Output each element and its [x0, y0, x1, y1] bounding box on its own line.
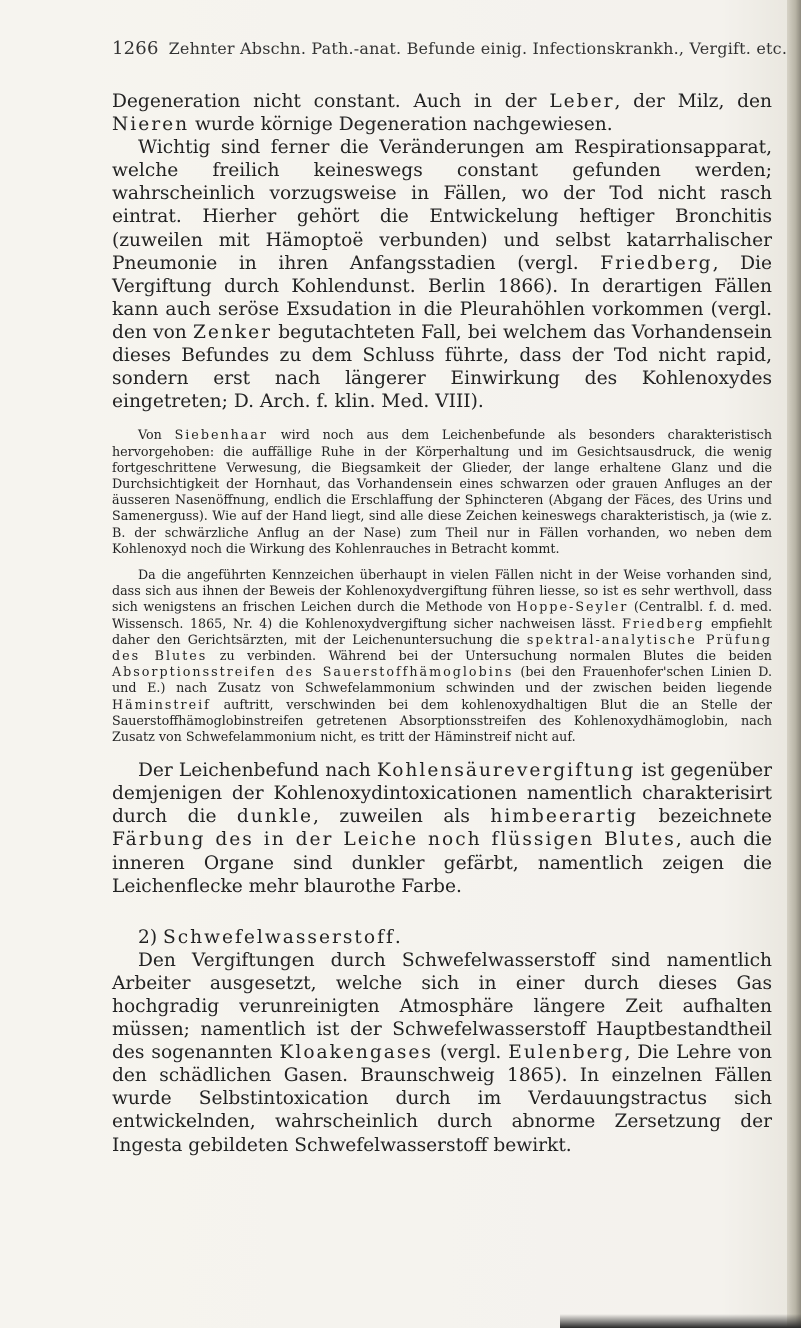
- spaced-term: Hoppe-Seyler: [516, 599, 629, 615]
- spaced-term: Absorptionsstreifen des Sauerstoffhämoglobins: [112, 664, 514, 680]
- spaced-term: Siebenhaar: [174, 427, 268, 443]
- spaced-term: Kloakengases: [279, 1042, 433, 1064]
- spaced-term: Friedberg: [600, 252, 713, 274]
- paragraph-hydrogen-sulfide: Den Vergiftungen durch Schwefelwasserstoff sind namentlich Arbeiter ausgesetzt, welche sich in einer durch dieses Gas hochgradig verunreinigten Atmosphäre längere Zeit aufhalten müssen; namentlich ist der Schwefelwasserstoff Hauptbestandtheil des sogenannten Kloakengases (vergl. Eulenberg, Die Lehre von den schädlichen Gasen. Braunschweig 1865). In einzelnen Fällen wurde Selbstintoxication durch im Verdauungstractus sich entwickelnden, wahrscheinlich durch abnorme Zersetzung der Ingesta gebildeten Schwefelwasserstoff bewirkt.: [112, 949, 772, 1156]
- running-header: [112, 38, 788, 59]
- spaced-term: Zenker: [193, 321, 273, 343]
- spaced-term: spektral-analytische Prüfung des Blutes: [112, 631, 772, 663]
- spaced-term: himbeerartig: [490, 806, 639, 828]
- spaced-term: Kohlensäurevergiftung: [376, 760, 636, 782]
- paragraph-respiration: Wichtig sind ferner die Veränderungen am Respirationsapparat, welche freilich keineswegs constant gefunden werden; wahrscheinlich vorzugsweise in Fällen, wo der Tod nicht rasch eintrat. Hierher gehört die Entwickelung heftiger Bronchitis (zuweilen mit Hämoptoë verbunden) und selbst katarrhalischer Pneumonie in ihren Anfangsstadien (vergl. Friedberg, Die Vergiftung durch Kohlendunst. Berlin 1866). In derartigen Fällen kann auch seröse Exsudation in die Pleurahöhlen vorkommen (vergl. den von Zenker begutachteten Fall, bei welchem das Vorhandensein dieses Befundes zu dem Schluss führte, dass der Tod nicht rapid, sondern erst nach längerer Einwirkung des Kohlenoxydes eingetreten; D. Arch. f. klin. Med. VIII).: [112, 137, 772, 413]
- paragraph-degeneration: Degeneration nicht constant. Auch in der Leber, der Milz, den Nieren wurde körnige Degeneration nachgewiesen.: [112, 91, 772, 136]
- spaced-term: Häminstreif: [112, 696, 211, 712]
- spaced-term: dunkle: [236, 806, 313, 828]
- page-body: [112, 90, 772, 1157]
- note-spectral-analysis: Da die angeführten Kennzeichen überhaupt in vielen Fällen nicht in der Weise vorhanden sind, dass sich aus ihnen der Beweis der Kohlenoxydvergiftung führen liesse, so ist es sehr werthvoll, dass sich wenigstens an frischen Leichen durch die Methode von Hoppe-Seyler (Centralbl. f. d. med. Wissensch. 1865, Nr. 4) die Kohlenoxydvergiftung sicher nachweisen lässt. Friedberg empfiehlt daher den Gerichtsärzten, mit der Leichenuntersuchung die spektral-analytische Prüfung des Blutes zu verbinden. Während bei der Untersuchung normalen Blutes die beiden Absorptionsstreifen des Sauerstoffhämoglobins (bei den Frauenhofer'schen Linien D. und E.) nach Zusatz von Schwefelammonium schwinden und der zwischen beiden liegende Häminstreif auftritt, verschwinden bei dem kohlenoxydhaltigen Blut die an Stelle der Sauerstoffhämoglobinstreifen getretenen Absorptionsstreifen des Kohlenoxydhämoglobin, nach Zusatz von Schwefelammonium nicht, es tritt der Häminstreif nicht auf.: [112, 566, 772, 744]
- spaced-term: Schwefelwasserstoff: [163, 926, 395, 948]
- page-bottom-shadow: [560, 1314, 801, 1328]
- spaced-term: Friedberg: [622, 615, 705, 631]
- running-title: Zehnter Abschn. Path.-anat. Befunde einig. Infectionskrankh., Vergift. etc.: [168, 39, 788, 58]
- page-edge-shadow: [787, 0, 801, 1328]
- spaced-term: Eulenberg: [508, 1042, 625, 1064]
- spaced-term: Färbung des in der Leiche noch flüssigen Blutes: [112, 829, 676, 851]
- note-siebenhaar: Von Siebenhaar wird noch aus dem Leichenbefunde als besonders charakteristisch hervorgehoben: die auffällige Ruhe in der Körperhaltung und im Gesichtsausdruck, die wenig fortgeschrittene Verwesung, die Biegsamkeit der Glieder, der lange erhaltene Glanz und die Durchsichtigkeit der Hornhaut, das Vorhandensein eines schwarzen oder grauen Anfluges an der äusseren Nasenöffnung, endlich die Erschlaffung der Sphincteren (Abgang der Fäces, des Urins und Samenerguss). Wie auf der Hand liegt, sind alle diese Zeichen keineswegs charakteristisch, ja (wie z. B. der schwärzliche Anflug an der Nase) zum Theil nur in Fällen vorhanden, wo neben dem Kohlenoxyd noch die Wirkung des Kohlenrauches in Betracht kommt.: [112, 427, 772, 556]
- page-number: 1266: [112, 38, 159, 59]
- section-heading: 2) Schwefelwasserstoff.: [138, 926, 401, 948]
- paragraph-carbonic-acid: Der Leichenbefund nach Kohlensäurevergiftung ist gegenüber demjenigen der Kohlenoxydintoxicationen namentlich charakterisirt durch die dunkle, zuweilen als himbeerartig bezeichnete Färbung des in der Leiche noch flüssigen Blutes, auch die inneren Organe sind dunkler gefärbt, namentlich zeigen die Leichenflecke mehr blaurothe Farbe.: [112, 760, 772, 897]
- spaced-term: Leber: [549, 91, 615, 112]
- spaced-term: Nieren: [112, 114, 190, 136]
